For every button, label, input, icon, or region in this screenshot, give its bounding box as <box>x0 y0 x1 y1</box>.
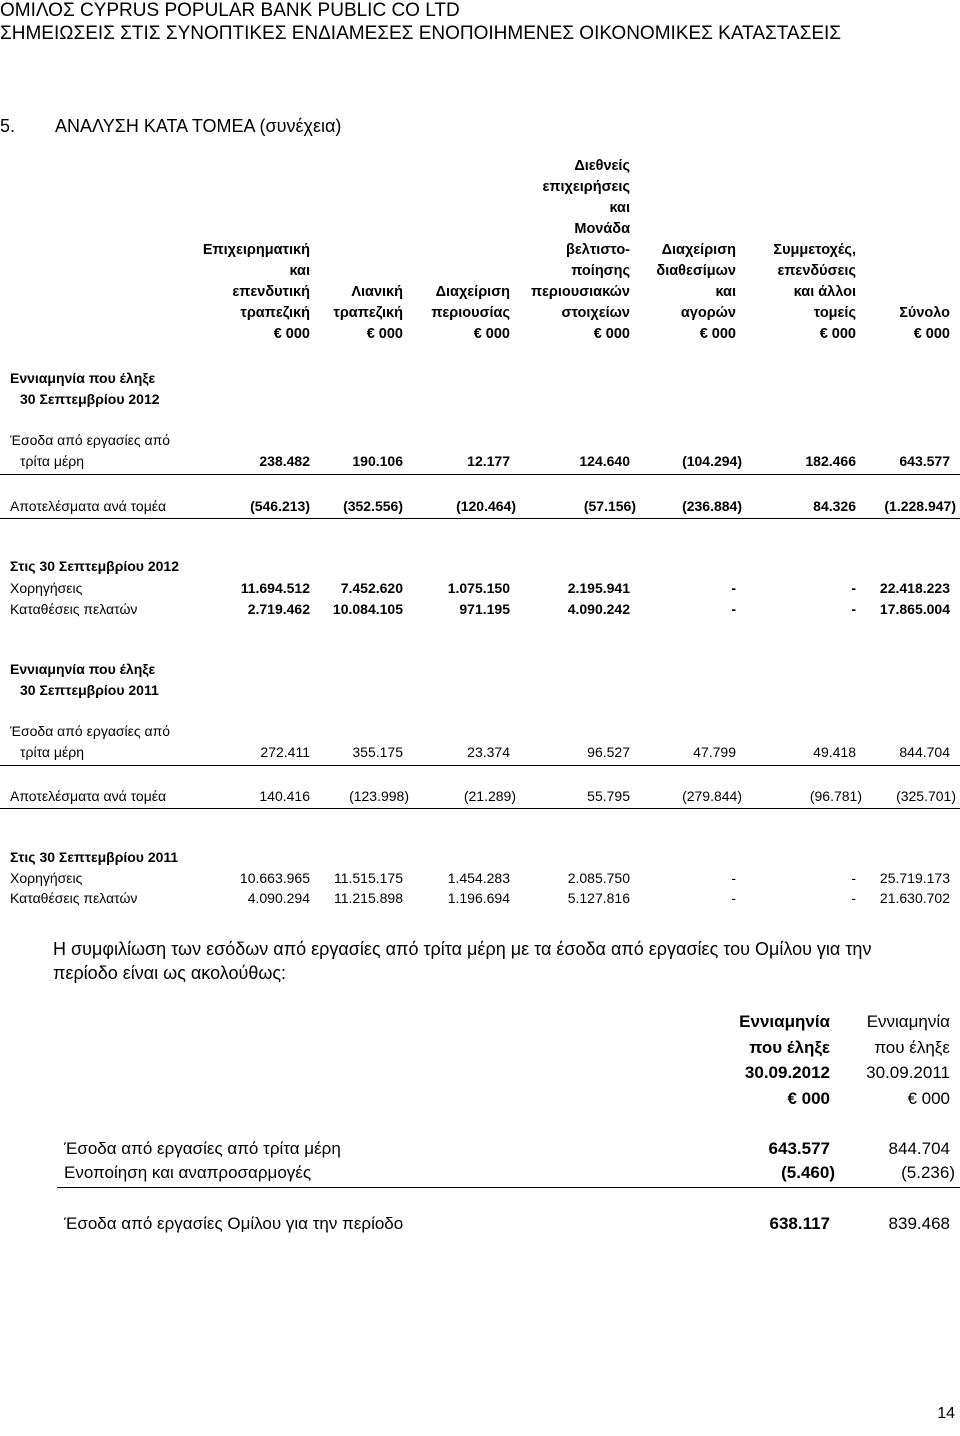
row-divider <box>0 808 960 809</box>
section-number: 5. <box>0 116 16 136</box>
table-cell: 55.795 <box>587 788 630 804</box>
table-cell: 12.177 <box>467 453 510 469</box>
period-2011-date: 30 Σεπτεμβρίου 2011 <box>20 682 159 698</box>
period-2011-heading: Εννιαμηνία που έληξε <box>10 661 156 677</box>
table-cell: 25.719.173 <box>879 870 950 886</box>
table-cell: (123.998) <box>349 788 409 804</box>
table-cell: 22.418.223 <box>879 580 950 596</box>
column-header-line: € 000 <box>473 326 510 342</box>
column-header-line: € 000 <box>699 326 736 342</box>
column-header-line: επενδυτική <box>232 284 310 300</box>
column-header-line: Επιχειρηματική <box>202 242 310 258</box>
results-label-2012: Αποτελέσματα ανά τομέα <box>10 498 167 514</box>
loans-label-2011: Χορηγήσεις <box>10 870 83 886</box>
table-cell: 4.090.294 <box>247 890 310 906</box>
table-cell: (546.213) <box>250 498 310 514</box>
reconciliation-header-line: που έληξε <box>749 1037 830 1057</box>
column-header-line: Συμμετοχές, <box>773 242 856 258</box>
column-header-line: Διεθνείς <box>574 158 630 174</box>
revenue-label-2012-cont: τρίτα μέρη <box>20 453 84 469</box>
table-cell: (325.701) <box>896 788 956 804</box>
table-cell: 844.704 <box>899 744 950 760</box>
table-cell: - <box>851 601 856 617</box>
column-header-line: € 000 <box>593 326 630 342</box>
revenue-label-2012: Έσοδα από εργασίες από <box>10 432 171 448</box>
table-cell: 11.515.175 <box>333 870 403 886</box>
table-cell: 1.196.694 <box>447 890 510 906</box>
column-header-line: επενδύσεις <box>777 263 856 279</box>
reconciliation-header-line: € 000 <box>907 1088 950 1108</box>
row-divider <box>0 765 960 766</box>
table-cell: 2.085.750 <box>567 870 630 886</box>
table-cell: 1.075.150 <box>447 580 510 596</box>
column-header-line: Διαχείριση <box>661 242 736 258</box>
column-header-line: € 000 <box>273 326 310 342</box>
column-header-line: επιχειρήσεις <box>542 179 630 195</box>
reconciliation-label-adjustments: Ενοποίηση και αναπροσαρμογές <box>64 1163 312 1182</box>
reconciliation-value-2011: (5.236) <box>901 1163 955 1182</box>
deposits-label-2012: Καταθέσεις πελατών <box>10 601 138 617</box>
table-cell: 17.865.004 <box>879 601 950 617</box>
table-cell: (236.884) <box>682 498 742 514</box>
report-subtitle: ΣΗΜΕΙΩΣΕΙΣ ΣΤΙΣ ΣΥΝΟΠΤΙΚΕΣ ΕΝΔΙΑΜΕΣΕΣ ΕΝΟΠΟΙΗΜΕΝΕΣ ΟΙΚΟΝΟΜΙΚΕΣ ΚΑΤΑΣΤΑΣΕΙΣ <box>0 23 842 44</box>
table-cell: - <box>731 870 736 886</box>
table-cell: 182.466 <box>805 453 856 469</box>
column-header-line: αγορών <box>680 305 736 321</box>
table-cell: 49.418 <box>813 744 856 760</box>
table-cell: 21.630.702 <box>879 890 950 906</box>
table-cell: (1.228.947) <box>884 498 956 514</box>
reconciliation-value-2012: (5.460) <box>781 1163 835 1182</box>
column-header-line: στοιχείων <box>561 305 630 321</box>
deposits-label-2011: Καταθέσεις πελατών <box>10 890 138 906</box>
reconciliation-label-third-party: Έσοδα από εργασίες από τρίτα μέρη <box>64 1139 341 1158</box>
period-2012-heading: Εννιαμηνία που έληξε <box>10 370 156 386</box>
reconciliation-header-line: 30.09.2012 <box>744 1063 830 1082</box>
section-title: ΑΝΑΛΥΣΗ ΚΑΤΑ ΤΟΜΕΑ (συνέχεια) <box>55 116 342 136</box>
table-cell: - <box>851 580 856 596</box>
table-cell: (120.464) <box>456 498 516 514</box>
reconciliation-intro: Η συμφιλίωση των εσόδων από εργασίες από τρίτα μέρη με τα έσοδα από εργασίες του Ομίλου για την <box>53 939 872 959</box>
loans-label-2012: Χορηγήσεις <box>10 580 83 596</box>
reconciliation-total-2012: 638.117 <box>769 1214 830 1233</box>
balance-heading-2012: Στις 30 Σεπτεμβρίου 2012 <box>10 558 179 574</box>
column-header-line: και <box>609 200 630 216</box>
results-label-2011: Αποτελέσματα ανά τομέα <box>10 788 167 804</box>
table-cell: 190.106 <box>352 453 403 469</box>
table-cell: 971.195 <box>459 601 510 617</box>
table-cell: (352.556) <box>343 498 403 514</box>
column-header-line: και <box>715 284 736 300</box>
table-cell: 2.719.462 <box>247 601 310 617</box>
table-cell: 11.694.512 <box>240 580 310 596</box>
table-cell: - <box>851 890 856 906</box>
column-header-line: τομείς <box>813 305 856 321</box>
page-number: 14 <box>937 1405 955 1422</box>
table-cell: (96.781) <box>809 788 862 804</box>
reconciliation-header-line: που έληξε <box>874 1037 950 1057</box>
table-cell: 1.454.283 <box>447 870 510 886</box>
column-header-line: βελτιστο- <box>566 242 630 258</box>
column-header-line: τραπεζική <box>333 305 403 321</box>
column-header-line: τραπεζική <box>240 305 310 321</box>
revenue-label-2011-cont: τρίτα μέρη <box>20 744 84 760</box>
column-header-line: Διαχείριση <box>435 284 510 300</box>
table-cell: 140.416 <box>259 788 310 804</box>
column-header-line: και <box>289 263 310 279</box>
reconciliation-header-line: € 000 <box>787 1088 830 1108</box>
column-header-line: περιουσιακών <box>530 284 630 300</box>
column-header-line: € 000 <box>366 326 403 342</box>
column-header-line: Μονάδα <box>574 221 630 237</box>
reconciliation-total-label: Έσοδα από εργασίες Ομίλου για την περίοδο <box>64 1214 404 1233</box>
balance-heading-2011: Στις 30 Σεπτεμβρίου 2011 <box>10 849 179 865</box>
table-cell: 84.326 <box>813 498 856 514</box>
table-cell: 5.127.816 <box>567 890 630 906</box>
table-cell: 355.175 <box>352 744 403 760</box>
table-cell: (279.844) <box>682 788 742 804</box>
table-cell: - <box>731 890 736 906</box>
table-cell: 23.374 <box>467 744 510 760</box>
column-header-line: και άλλοι <box>793 284 856 300</box>
table-cell: 643.577 <box>899 453 950 469</box>
row-divider <box>0 518 960 519</box>
table-cell: 7.452.620 <box>340 580 403 596</box>
reconciliation-total-2011: 839.468 <box>888 1214 950 1233</box>
table-cell: - <box>731 580 736 596</box>
column-header-line: Λιανική <box>351 284 403 300</box>
table-cell: 10.663.965 <box>239 870 310 886</box>
column-header-line: € 000 <box>819 326 856 342</box>
total-divider <box>57 1187 960 1188</box>
table-cell: - <box>731 601 736 617</box>
column-header-line: € 000 <box>913 326 950 342</box>
column-header-line: ποίησης <box>571 263 630 279</box>
column-header-line: περιουσίας <box>431 305 510 321</box>
table-cell: 47.799 <box>693 744 736 760</box>
table-cell: 238.482 <box>259 453 310 469</box>
reconciliation-header-line: Εννιαμηνία <box>739 1012 830 1031</box>
reconciliation-value-2012: 643.577 <box>768 1139 830 1158</box>
table-cell: 2.195.941 <box>567 580 630 596</box>
company-title: ΟΜΙΛΟΣ CYPRUS POPULAR BANK PUBLIC CO LTD <box>0 0 460 21</box>
table-cell: 4.090.242 <box>567 601 630 617</box>
column-header-line: Σύνολο <box>899 305 950 321</box>
reconciliation-header-line: Εννιαμηνία <box>866 1012 950 1031</box>
table-cell: (104.294) <box>682 453 742 469</box>
reconciliation-intro-cont: περίοδο είναι ως ακολούθως: <box>53 963 287 983</box>
table-cell: (57.156) <box>583 498 636 514</box>
table-cell: - <box>851 870 856 886</box>
table-cell: (21.289) <box>463 788 516 804</box>
period-2012-date: 30 Σεπτεμβρίου 2012 <box>20 391 160 407</box>
revenue-label-2011: Έσοδα από εργασίες από <box>10 723 171 739</box>
reconciliation-value-2011: 844.704 <box>888 1139 950 1158</box>
reconciliation-header-line: 30.09.2011 <box>866 1063 950 1082</box>
column-header-line: διαθεσίμων <box>656 263 736 279</box>
row-divider <box>0 474 960 475</box>
table-cell: 11.215.898 <box>333 890 403 906</box>
table-cell: 10.084.105 <box>332 601 403 617</box>
table-cell: 124.640 <box>579 453 630 469</box>
table-cell: 96.527 <box>587 744 630 760</box>
table-cell: 272.411 <box>260 744 310 760</box>
